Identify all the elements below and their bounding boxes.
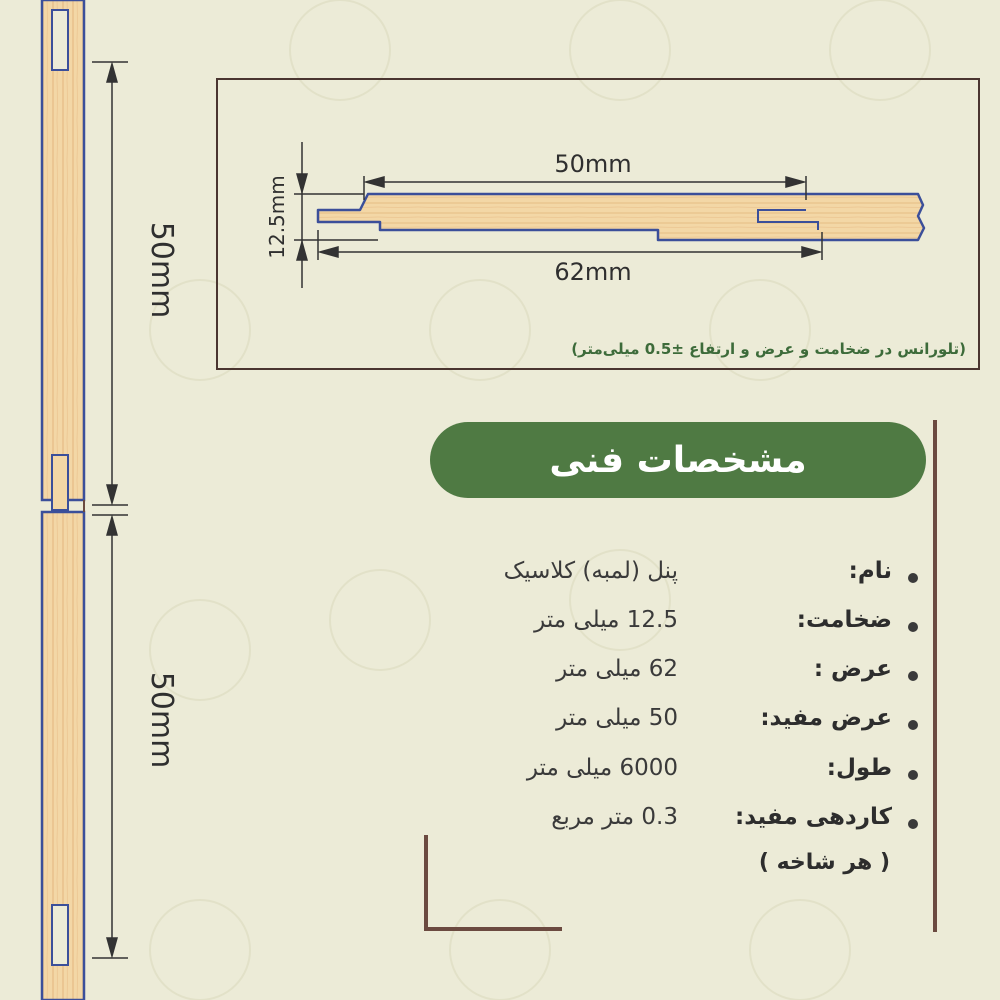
spec-value: 50 میلی متر: [556, 705, 678, 731]
spec-value: 6000 میلی متر: [526, 755, 678, 781]
spec-label: کاردهی مفید:: [735, 804, 892, 830]
bullet-icon: [908, 819, 918, 829]
total-width-label: 62mm: [554, 258, 632, 286]
bullet-icon: [908, 671, 918, 681]
spec-row-width: [440, 654, 920, 694]
frame-vertical-line: [933, 420, 937, 932]
spec-note: ( هر شاخه ): [758, 850, 890, 875]
tolerance-note: (تلورانس در ضخامت و عرض و ارتفاع ±0.5 میلی‌متر): [571, 340, 966, 358]
spec-row-length: [440, 753, 920, 793]
spec-row-name: [440, 556, 920, 596]
spec-label: طول:: [826, 755, 892, 781]
spec-label: عرض مفید:: [760, 705, 892, 731]
vertical-panel-diagram: [0, 0, 179, 1000]
profile-cross-section-box: [216, 78, 980, 370]
spec-row-thickness: [440, 605, 920, 645]
bullet-icon: [908, 720, 918, 730]
vertical-dimension-line-1: [92, 62, 128, 505]
spec-row-useful-width: [440, 703, 920, 743]
vertical-dim-label-2: 50mm: [144, 671, 179, 769]
bullet-icon: [908, 573, 918, 583]
vertical-dim-label-1: 50mm: [144, 221, 179, 319]
profile-shape: [318, 194, 924, 240]
useful-width-label: 50mm: [554, 150, 632, 178]
spec-row-coverage: [440, 802, 920, 842]
vertical-dimension-line-2: [92, 515, 128, 958]
frame-corner-horizontal: [424, 927, 562, 931]
spec-value: 12.5 میلی متر: [534, 607, 678, 633]
bullet-icon: [908, 770, 918, 780]
frame-corner-vertical: [424, 835, 428, 931]
spec-label: عرض :: [813, 656, 892, 682]
profile-cross-section: [218, 80, 978, 368]
spec-value: 0.3 متر مربع: [551, 804, 678, 830]
spec-value: 62 میلی متر: [556, 656, 678, 682]
bullet-icon: [908, 622, 918, 632]
thickness-label: 12.5mm: [265, 175, 289, 259]
spec-label: ضخامت:: [796, 607, 892, 633]
spec-label: نام:: [848, 558, 892, 584]
specs-title: مشخصات فنی: [430, 422, 926, 498]
wood-board-top: [42, 0, 84, 510]
wood-board-bottom: [42, 512, 84, 1000]
spec-value: پنل (لمبه) کلاسیک: [503, 558, 678, 584]
